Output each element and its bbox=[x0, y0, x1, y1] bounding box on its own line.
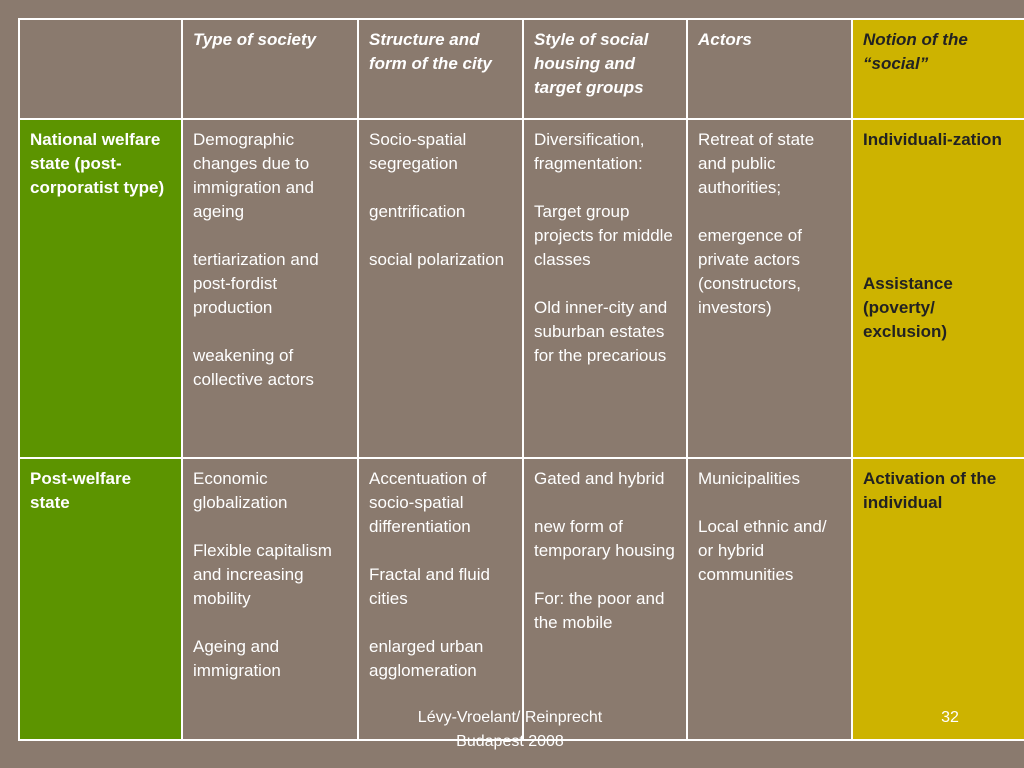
header-structure: Structure and form of the city bbox=[358, 19, 523, 119]
table-header-row bbox=[19, 19, 1024, 119]
cell-text: emergence of private actors (constructors, investors) bbox=[698, 226, 802, 317]
comparison-table bbox=[18, 18, 1024, 741]
cell-text: Diversification, fragmentation: bbox=[534, 130, 645, 173]
cell-text: Accentuation of socio-spatial differentiation bbox=[369, 469, 487, 536]
cell-text: Target group projects for middle classes bbox=[534, 202, 673, 269]
cell-text: Demographic changes due to immigration and ageing bbox=[193, 130, 314, 221]
cell-text: Ageing and immigration bbox=[193, 637, 281, 680]
cell-text: Local ethnic and/ or hybrid communities bbox=[698, 517, 827, 584]
cell-text: gentrification bbox=[369, 202, 466, 221]
footer-author bbox=[360, 706, 660, 754]
cell-text: Economic globalization bbox=[193, 469, 288, 512]
cell-text: Retreat of state and public authorities; bbox=[698, 130, 815, 197]
cell-text: tertiarization and post-fordist production bbox=[193, 250, 319, 317]
cell-society bbox=[182, 458, 358, 740]
cell-actors bbox=[687, 119, 852, 458]
page-number: 32 bbox=[941, 709, 959, 726]
cell-structure bbox=[358, 458, 523, 740]
cell-text: Fractal and fluid cities bbox=[369, 565, 490, 608]
cell-text: Municipalities bbox=[698, 469, 801, 488]
cell-text: Flexible capitalism and increasing mobility bbox=[193, 541, 332, 608]
header-empty-cell bbox=[19, 19, 182, 119]
cell-housing bbox=[523, 119, 687, 458]
cell-actors bbox=[687, 458, 852, 740]
cell-text: Old inner-city and suburban estates for the precarious bbox=[534, 298, 668, 365]
cell-text: enlarged urban agglomeration bbox=[369, 637, 484, 680]
cell-text: Gated and hybrid bbox=[534, 469, 665, 488]
cell-text: Activation of the individual bbox=[863, 469, 997, 512]
row-label-national-welfare-state: National welfare state (post-corporatist type) bbox=[19, 119, 182, 458]
cell-text: Individuali-zation bbox=[863, 130, 1002, 149]
cell-notion bbox=[852, 458, 1024, 740]
cell-society bbox=[182, 119, 358, 458]
cell-text: social polarization bbox=[369, 250, 505, 269]
header-type-of-society: Type of society bbox=[182, 19, 358, 119]
table-row bbox=[19, 458, 1024, 740]
table-row bbox=[19, 119, 1024, 458]
row-label-post-welfare-state: Post-welfare state bbox=[19, 458, 182, 740]
cell-text: For: the poor and the mobile bbox=[534, 589, 665, 632]
cell-notion bbox=[852, 119, 1024, 458]
cell-text: Socio-spatial segregation bbox=[369, 130, 467, 173]
cell-text: new form of temporary housing bbox=[534, 517, 675, 560]
header-actors: Actors bbox=[687, 19, 852, 119]
header-notion-of-social: Notion of the “social” bbox=[852, 19, 1024, 119]
cell-housing bbox=[523, 458, 687, 740]
header-housing-style: Style of social housing and target groups bbox=[523, 19, 687, 119]
footer-event-line: Budapest 2008 bbox=[456, 733, 564, 750]
cell-text: weakening of collective actors bbox=[193, 346, 314, 389]
cell-structure bbox=[358, 119, 523, 458]
cell-text: Assistance (poverty/ exclusion) bbox=[863, 274, 953, 341]
footer-author-line: Lévy-Vroelant/ Reinprecht bbox=[417, 709, 603, 726]
